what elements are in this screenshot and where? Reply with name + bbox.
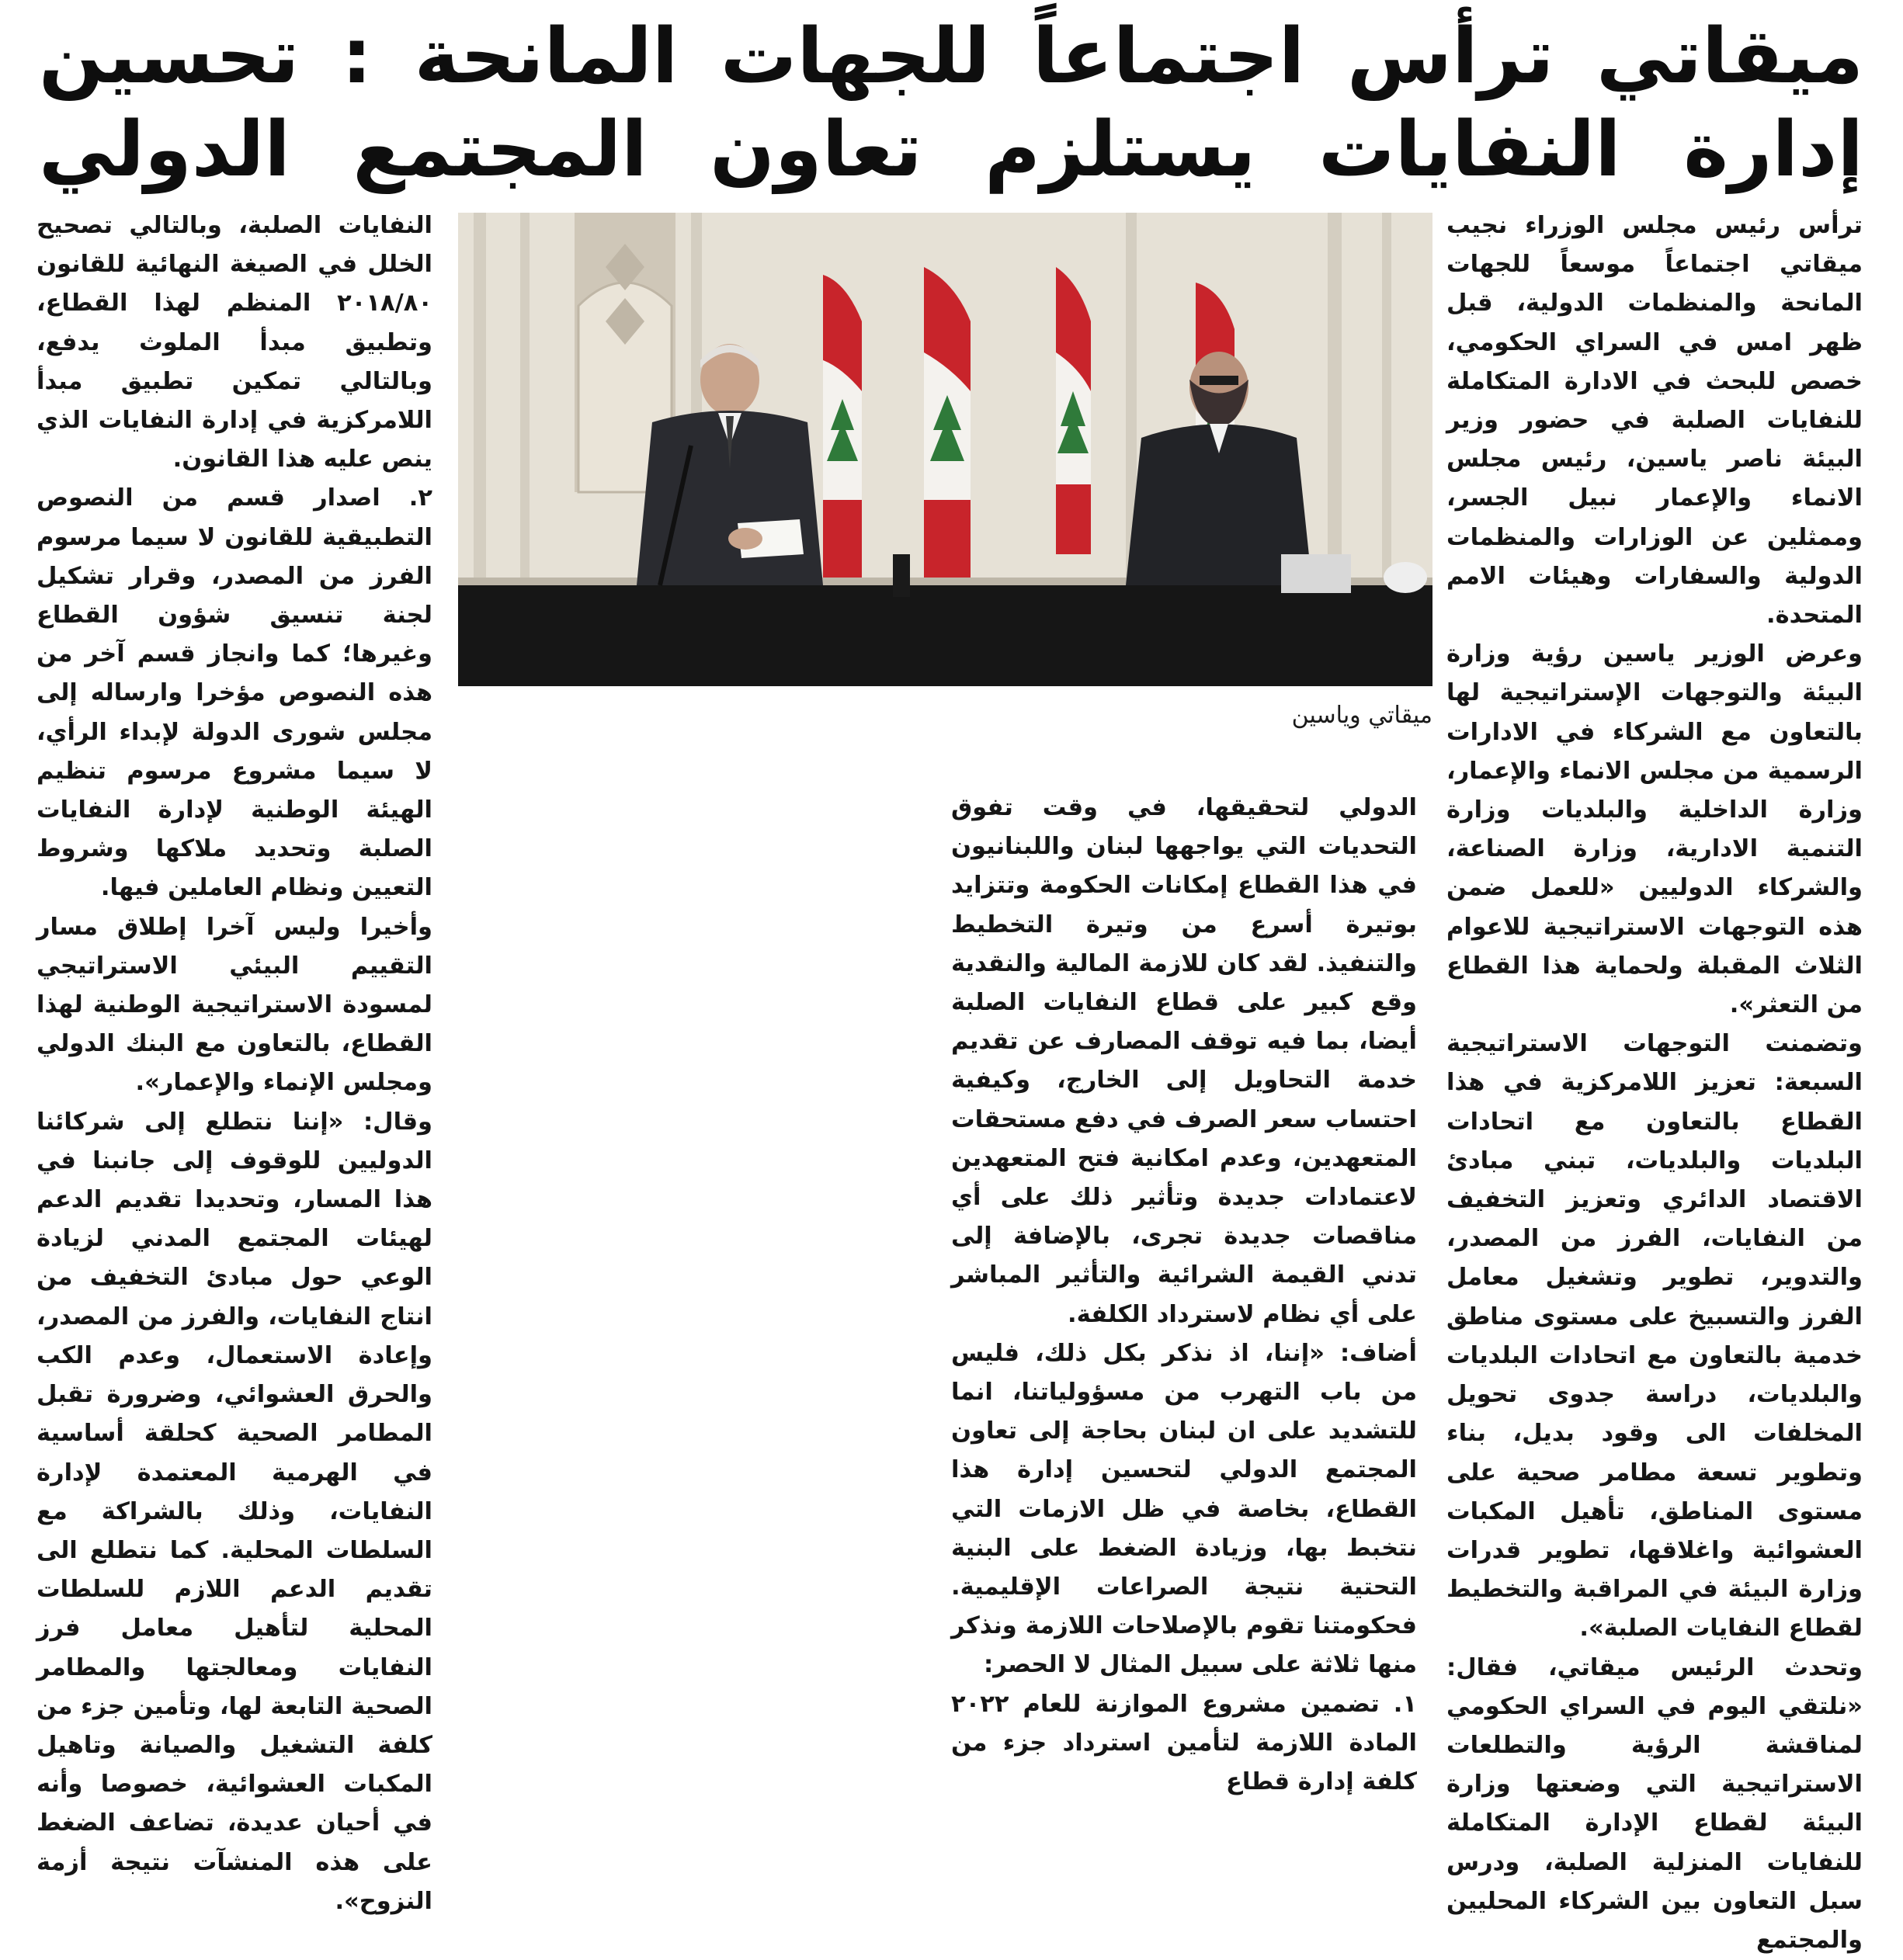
lebanese-flag-icon [1056, 267, 1091, 554]
article-column-right [1446, 206, 1863, 1954]
paragraph: وأخيرا وليس آخرا إطلاق مسار التقييم البيئي الاستراتيجي لمسودة الاستراتيجية الوطنية لهذا القطاع، بالتعاون مع البنك الدولي ومجلس الإنماء والإعمار». [36, 913, 432, 1097]
tissue [1384, 562, 1427, 593]
lebanese-flag-icon [924, 267, 971, 578]
headline-line-1: ميقاتي ترأس اجتماعاً للجهات المانحة : تحسين [39, 12, 1863, 101]
tablet [1281, 554, 1351, 593]
paragraph: ترأس رئيس مجلس الوزراء نجيب ميقاتي اجتماعاً موسعاً للجهات المانحة والمنظمات الدولية، قبل ظهر امس في السراي الحكومي، خصص للبحث في الادارة المتكاملة للنفايات الصلبة في حضور وزير البيئة ناصر ياسين، رئيس مجلس الانماء والإعمار نبيل الجسر، وممثلين عن الوزارات والمنظمات الدولية والسفارات وهيئات الامم المتحدة. [1446, 212, 1863, 630]
conference-table [458, 585, 1432, 686]
paragraph: النفايات الصلبة، وبالتالي تصحيح الخلل في الصيغة النهائية للقانون ٢٠١٨/٨٠ المنظم لهذا القطاع، وتطبيق مبدأ الملوث يدفع، وبالتالي تمكين تطبيق مبدأ اللامركزية في إدارة النفايات الذي ينص عليه هذا القانون. [36, 212, 432, 474]
paragraph: وعرض الوزير ياسين رؤية وزارة البيئة والتوجهات الإستراتيجية لها بالتعاون مع الشركاء في الادارات الرسمية من مجلس الانماء والإعمار، وزارة الداخلية والبلديات وزارة التنمية الادارية، وزارة الصناعة، والشركاء الدوليين «للعمل ضمن هذه التوجهات الاستراتيجية للاعوام الثلاث المقبلة ولحماية هذا القطاع من التعثر». [1446, 640, 1863, 1019]
paragraph: وتحدث الرئيس ميقاتي، فقال: «نلتقي اليوم في السراي الحكومي لمناقشة الرؤية والتطلعات الاستراتيجية التي وضعتها وزارة البيئة لقطاع الإدارة المتكاملة للنفايات المنزلية الصلبة، ودرس سبل التعاون بين الشركاء المحليين والمجتمع [1446, 1653, 1863, 1954]
water-bottle [893, 554, 910, 597]
headline-line-2: إدارة النفايات يستلزم تعاون المجتمع الدولي [39, 106, 1863, 194]
paragraph: أضاف: «إننا، اذ نذكر بكل ذلك، فليس من باب التهرب من مسؤولياتنا، انما للتشديد على ان لبنان بحاجة إلى تعاون المجتمع الدولي لتحسين إدارة هذا القطاع، بخاصة في ظل الازمات التي نتخبط بها، وزيادة الضغط على البنية التحتية نتيجة الصراعات الإقليمية. فحكومتنا تقوم بالإصلاحات اللازمة ونذكر منها ثلاثة على سبيل المثال لا الحصر: [951, 1339, 1417, 1679]
paragraph: وقال: «إننا نتطلع إلى شركائنا الدوليين للوقوف إلى جانبنا في هذا المسار، وتحديدا تقديم الدعم لهيئات المجتمع المدني لزيادة الوعي حول مبادئ التخفيف من انتاج النفايات، والفرز من المصدر، وإعادة الاستعمال، وعدم الكب والحرق العشوائي، وضرورة تقبل المطامر الصحية كحلقة أساسية في الهرمية المعتمدة لإدارة النفايات، وذلك بالشراكة مع السلطات المحلية. كما نتطلع الى تقديم الدعم اللازم للسلطات المحلية لتأهيل معامل فرز النفايات ومعالجتها والمطامر الصحية التابعة لها، وتأمين جزء من كلفة التشغيل والصيانة وتاهيل المكبات العشوائية، خصوصا وأنه في أحيان عديدة، تضاعف الضغط على هذه المنشآت نتيجة أزمة النزوح». [36, 1108, 432, 1915]
article-column-middle-right [951, 789, 1417, 1796]
article-column-left [36, 206, 432, 1915]
paragraph: الدولي لتحقيقها، في وقت تفوق التحديات التي يواجهها لبنان واللبنانيون في هذا القطاع إمكانات الحكومة وتتزايد بوتيرة أسرع من وتيرة التخطيط والتنفيذ. لقد كان للازمة المالية والنقدية وقع كبير على قطاع النفايات الصلبة أيضا، بما فيه توقف المصارف عن تقديم خدمة التحاويل إلى الخارج، وكيفية احتساب سعر الصرف في دفع مستحقات المتعهدين، وعدم امكانية فتح المتعهدين لاعتمادات جديدة وتأثير ذلك على أي مناقصات جديدة تجرى، بالإضافة إلى تدني القيمة الشرائية والتأثير المباشر على أي نظام لاسترداد الكلفة. [951, 794, 1417, 1328]
photo-caption: ميقاتي وياسين [1291, 702, 1432, 729]
lebanese-flag-icon [823, 275, 862, 578]
paragraph: وتضمنت التوجهات الاستراتيجية السبعة: تعزيز اللامركزية في هذا القطاع بالتعاون مع اتحادات البلديات والبلديات، تبني مبادئ الاقتصاد الدائري وتعزيز التخفيف من النفايات، الفرز من المصدر، والتدوير، تطوير وتشغيل معامل الفرز والتسبيخ على مستوى مناطق خدمية بالتعاون مع اتحادات البلديات والبلديات، دراسة جدوى تحويل المخلفات الى وقود بديل، بناء وتطوير تسعة مطامر صحية على مستوى المناطق، تأهيل المكبات العشوائية واغلاقها، تطوير قدرات وزارة البيئة في المراقبة والتخطيط لقطاع النفايات الصلبة». [1446, 1030, 1863, 1643]
paragraph: ٢. اصدار قسم من النصوص التطبيقية للقانون لا سيما مرسوم الفرز من المصدر، وقرار تشكيل لجنة تنسيق شؤون القطاع وغيرها؛ كما وانجاز قسم آخر من هذه النصوص مؤخرا وارساله إلى مجلس شورى الدولة لإبداء الرأي، لا سيما مشروع مرسوم تنظيم الهيئة الوطنية لإدارة النفايات الصلبة وتحديد ملاكها وشروط التعيين ونظام العاملين فيها. [36, 484, 432, 902]
press-photo [458, 213, 1432, 686]
paragraph: ١. تضمين مشروع الموازنة للعام ٢٠٢٢ المادة اللازمة لتأمين استرداد جزء من كلفة إدارة قطاع [951, 1690, 1417, 1796]
